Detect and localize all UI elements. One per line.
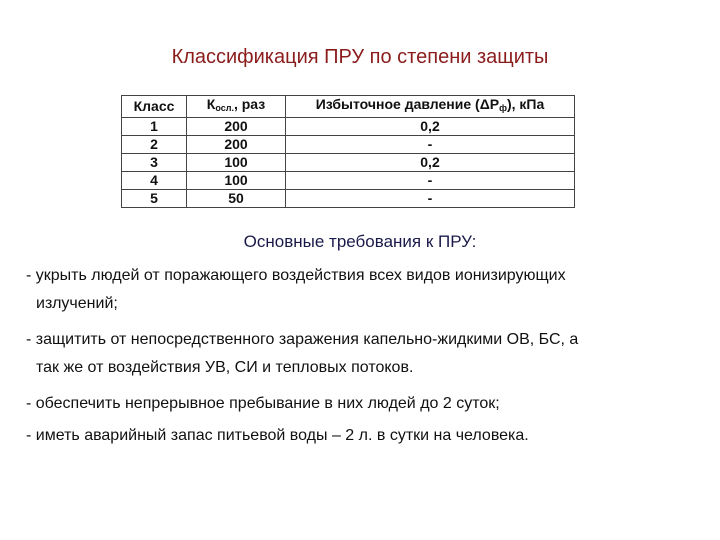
- header-class: Класс: [122, 96, 187, 118]
- requirement-item: [26, 422, 706, 450]
- table-row: [122, 172, 575, 190]
- header-k: [187, 96, 286, 118]
- requirement-item: [26, 390, 706, 418]
- requirement-item: [26, 262, 706, 318]
- header-k-main: К: [206, 96, 216, 112]
- requirement-line: - иметь аварийный запас питьевой воды – 2 л. в сутки на человека.: [26, 427, 529, 444]
- header-k-rest: , раз: [233, 96, 266, 112]
- table-row: [122, 190, 575, 208]
- requirement-line-continued: излучений;: [36, 295, 118, 312]
- header-pressure: [286, 96, 575, 118]
- requirement-line: - защитить от непосредственного заражения капельно-жидкими ОВ, БС, а: [26, 331, 579, 348]
- header-k-sub: осл.: [215, 103, 234, 113]
- header-pressure-sub: ф: [499, 103, 507, 113]
- header-pressure-main: Избыточное давление (ΔР: [315, 96, 500, 112]
- requirement-line: - укрыть людей от поражающего воздействия всех видов ионизирующих: [26, 267, 566, 284]
- header-pressure-rest: ), кПа: [506, 96, 545, 112]
- cell-k: 50: [187, 190, 286, 208]
- table-row: [122, 136, 575, 154]
- cell-k: 200: [187, 118, 286, 136]
- cell-class: 3: [122, 154, 187, 172]
- requirement-item: [26, 326, 706, 382]
- classification-table: [121, 95, 575, 208]
- cell-class: 2: [122, 136, 187, 154]
- table-header-row: [122, 96, 575, 118]
- cell-pressure: 0,2: [286, 154, 575, 172]
- cell-class: 5: [122, 190, 187, 208]
- cell-pressure: -: [286, 136, 575, 154]
- requirements-title: Основные требования к ПРУ:: [243, 232, 477, 251]
- cell-pressure: 0,2: [286, 118, 575, 136]
- cell-k: 200: [187, 136, 286, 154]
- requirement-line: - обеспечить непрерывное пребывание в них людей до 2 суток;: [26, 395, 500, 412]
- cell-pressure: -: [286, 190, 575, 208]
- page-title: Классификация ПРУ по степени защиты: [171, 46, 549, 68]
- cell-class: 1: [122, 118, 187, 136]
- cell-k: 100: [187, 172, 286, 190]
- cell-k: 100: [187, 154, 286, 172]
- requirement-line-continued: так же от воздействия УВ, СИ и тепловых потоков.: [36, 359, 414, 376]
- table-row: [122, 118, 575, 136]
- cell-class: 4: [122, 172, 187, 190]
- cell-pressure: -: [286, 172, 575, 190]
- table-row: [122, 154, 575, 172]
